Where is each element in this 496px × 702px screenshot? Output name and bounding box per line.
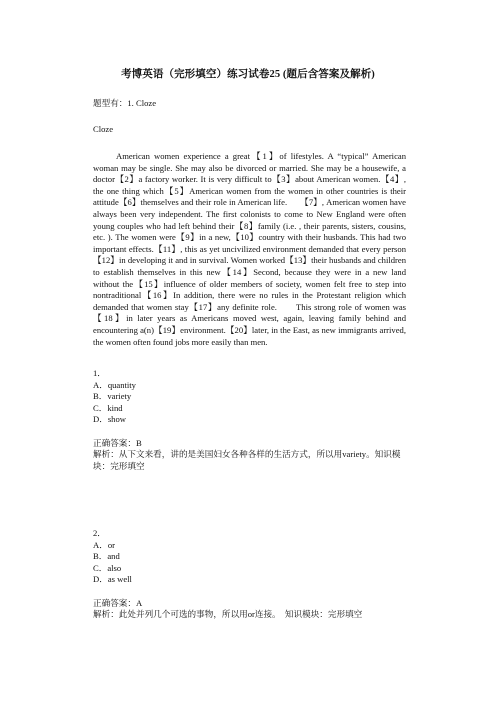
question-number: 1． — [93, 368, 106, 378]
answer-explanation: 解析：从下文来看，讲的是美国妇女各种各样的生活方式，所以用variety。知识模块：完形填空 — [93, 449, 401, 471]
option-text: and — [107, 551, 120, 562]
option-c[interactable] — [93, 403, 413, 415]
option-letter: B． — [93, 391, 108, 402]
option-letter: A． — [93, 379, 108, 390]
correct-answer: 正确答案：B — [93, 437, 142, 448]
option-text: variety — [107, 391, 132, 402]
option-text: quantity — [107, 379, 136, 390]
option-text: also — [107, 562, 122, 573]
passage-text: American women experience a great【1】of lifestyles. A “typical” American woman may be single. She may also be divorced or married. She may be a housewife, a doctor【2】a factory worker. It is very difficult to【3】about American women.【4】, the one thing which【5】American women from the women in other countries is their attitude【6】themselves and their role in American life. 【7】, American women have always been very independent. The first colonists to come to New England were often young couples who had left behind their【8】family (i.e. , their parents, sisters, cousins, etc. ). The women were【9】in a new,【10】country with their husbands. This had two important effects.【11】, this as yet uncivilized environment demanded that every person【12】in developing it and in survival. Women worked【13】their husbands and children to establish themselves in this new【14】Second, because they were in a new land without the【15】influence of older members of society, women felt free to step into nontraditional【16】In addition, there were no rules in the Protestant religion which demanded that women stay【17】any definite role. This strong role of women was【18】in later years as Americans moved west, again, leaving family behind and encountering a(n)【19】environment.【20】later, in the East, as new immigrants arrived, the women often found jobs more easily than men. — [93, 151, 406, 347]
option-b[interactable] — [93, 391, 413, 403]
answer-explanation: 解析：此处并列几个可选的事物，所以用or连接。 知识模块：完形填空 — [93, 609, 363, 620]
option-letter: B． — [93, 551, 108, 562]
question-2 — [93, 528, 413, 621]
option-d[interactable] — [93, 414, 413, 426]
correct-answer: 正确答案：A — [93, 597, 143, 608]
option-d[interactable] — [93, 574, 413, 586]
question-type-line: 题型有：1. Cloze — [93, 98, 157, 108]
option-text: kind — [107, 402, 123, 413]
question-number: 2． — [93, 528, 106, 538]
option-letter: D． — [93, 414, 108, 425]
option-text: show — [107, 414, 126, 425]
option-a[interactable] — [93, 540, 413, 552]
section-heading: Cloze — [93, 124, 114, 134]
option-letter: C． — [93, 402, 108, 413]
option-letter: D． — [93, 574, 108, 585]
question-1 — [93, 368, 413, 472]
option-letter: A． — [93, 539, 108, 550]
document-title: 考博英语（完形填空）练习试卷25 (题后含答案及解析) — [121, 69, 375, 80]
option-text: or — [107, 539, 115, 550]
option-c[interactable] — [93, 563, 413, 575]
option-text: as well — [107, 574, 132, 585]
option-a[interactable] — [93, 380, 413, 392]
option-b[interactable] — [93, 551, 413, 563]
cloze-passage — [93, 151, 406, 348]
option-letter: C． — [93, 562, 108, 573]
